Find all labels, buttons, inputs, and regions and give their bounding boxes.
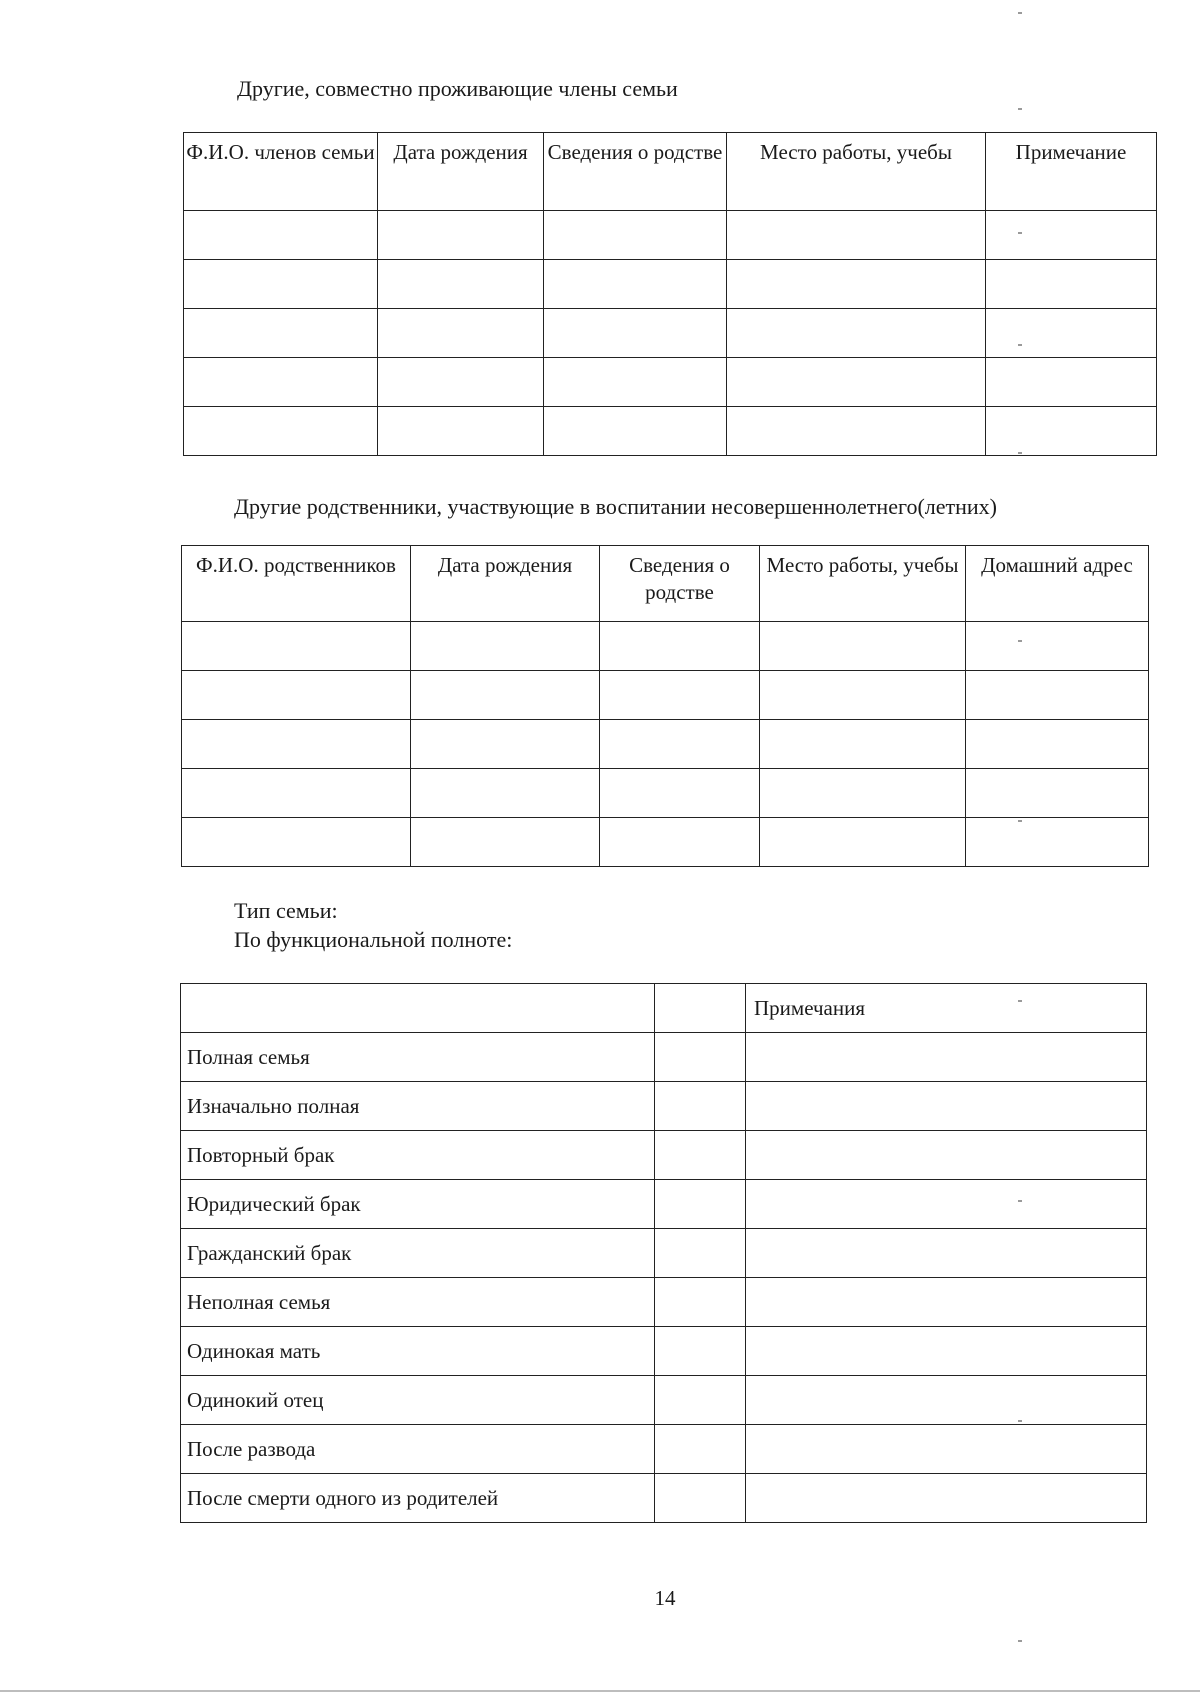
table-cell[interactable] bbox=[727, 309, 986, 358]
scan-speck bbox=[1018, 12, 1022, 14]
scan-speck bbox=[1018, 1200, 1022, 1202]
table-cell[interactable] bbox=[184, 260, 378, 309]
column-header: Домашний адрес bbox=[966, 546, 1149, 622]
scan-speck bbox=[1018, 1640, 1022, 1642]
table-row bbox=[181, 1474, 1147, 1523]
notes-cell[interactable] bbox=[746, 1278, 1147, 1327]
table-cell[interactable] bbox=[378, 260, 544, 309]
notes-cell[interactable] bbox=[746, 1082, 1147, 1131]
table-cell[interactable] bbox=[411, 720, 600, 769]
notes-cell[interactable] bbox=[746, 1033, 1147, 1082]
functional-completeness-subtitle: По функциональной полноте: bbox=[234, 927, 513, 952]
table-cell[interactable] bbox=[184, 358, 378, 407]
table-cell[interactable] bbox=[727, 407, 986, 456]
other-relatives-table bbox=[181, 545, 1149, 867]
table-row bbox=[182, 769, 1149, 818]
table-cell[interactable] bbox=[544, 358, 727, 407]
notes-column-header: Примечания bbox=[746, 984, 1147, 1033]
mark-cell[interactable] bbox=[655, 1278, 746, 1327]
table-cell[interactable] bbox=[727, 358, 986, 407]
table-cell[interactable] bbox=[411, 622, 600, 671]
table-row bbox=[182, 720, 1149, 769]
table-cell[interactable] bbox=[600, 818, 760, 867]
table-cell[interactable] bbox=[760, 818, 966, 867]
notes-cell[interactable] bbox=[746, 1327, 1147, 1376]
table-cell[interactable] bbox=[182, 818, 411, 867]
mark-cell[interactable] bbox=[655, 1180, 746, 1229]
table-cell[interactable] bbox=[184, 309, 378, 358]
mark-cell[interactable] bbox=[655, 1033, 746, 1082]
family-type-label: Неполная семья bbox=[181, 1278, 655, 1327]
table-cell[interactable] bbox=[182, 671, 411, 720]
notes-cell[interactable] bbox=[746, 1229, 1147, 1278]
family-type-label: Одинокий отец bbox=[181, 1376, 655, 1425]
mark-cell[interactable] bbox=[655, 1131, 746, 1180]
scan-speck bbox=[1018, 108, 1022, 110]
scan-speck bbox=[1018, 1000, 1022, 1002]
column-header: Дата рождения bbox=[378, 133, 544, 211]
section-title-other-relatives: Другие родственники, участвующие в воспитании несовершеннолетнего(летних) bbox=[234, 494, 997, 519]
family-type-label: После развода bbox=[181, 1425, 655, 1474]
table-cell[interactable] bbox=[378, 358, 544, 407]
scan-speck bbox=[1018, 232, 1022, 234]
family-type-label: Юридический брак bbox=[181, 1180, 655, 1229]
table-cell[interactable] bbox=[184, 211, 378, 260]
table-row bbox=[181, 1376, 1147, 1425]
table-cell[interactable] bbox=[544, 309, 727, 358]
family-type-label: Одинокая мать bbox=[181, 1327, 655, 1376]
table-row bbox=[184, 309, 1157, 358]
table-cell[interactable] bbox=[986, 309, 1157, 358]
column-header: Сведения о родстве bbox=[600, 546, 760, 622]
section-title-cohabiting-family: Другие, совместно проживающие члены семьи bbox=[237, 76, 678, 101]
notes-cell[interactable] bbox=[746, 1180, 1147, 1229]
mark-cell[interactable] bbox=[655, 1425, 746, 1474]
mark-cell[interactable] bbox=[655, 1082, 746, 1131]
page-number: 14 bbox=[654, 1586, 676, 1610]
mark-cell[interactable] bbox=[655, 1327, 746, 1376]
scan-edge-line bbox=[0, 1690, 1200, 1692]
table-row bbox=[181, 1327, 1147, 1376]
column-header: Сведения о родстве bbox=[544, 133, 727, 211]
table-cell[interactable] bbox=[411, 671, 600, 720]
table-cell[interactable] bbox=[378, 309, 544, 358]
table-cell[interactable] bbox=[986, 211, 1157, 260]
scan-speck bbox=[1018, 344, 1022, 346]
table-cell[interactable] bbox=[600, 769, 760, 818]
family-type-label: Полная семья bbox=[181, 1033, 655, 1082]
table-cell[interactable] bbox=[544, 407, 727, 456]
table-cell[interactable] bbox=[986, 407, 1157, 456]
column-header-empty bbox=[181, 984, 655, 1033]
table-cell[interactable] bbox=[182, 720, 411, 769]
notes-cell[interactable] bbox=[746, 1131, 1147, 1180]
table-cell[interactable] bbox=[966, 671, 1149, 720]
mark-cell[interactable] bbox=[655, 1229, 746, 1278]
family-type-label: Изначально полная bbox=[181, 1082, 655, 1131]
table-cell[interactable] bbox=[760, 720, 966, 769]
table-cell[interactable] bbox=[727, 260, 986, 309]
column-header-empty bbox=[655, 984, 746, 1033]
table-cell[interactable] bbox=[411, 769, 600, 818]
scan-speck bbox=[1018, 1420, 1022, 1422]
table-row bbox=[181, 1425, 1147, 1474]
family-type-label: Повторный брак bbox=[181, 1131, 655, 1180]
notes-cell[interactable] bbox=[746, 1376, 1147, 1425]
table-cell[interactable] bbox=[600, 622, 760, 671]
column-header: Ф.И.О. родственников bbox=[182, 546, 411, 622]
table-cell[interactable] bbox=[760, 769, 966, 818]
table-row bbox=[181, 1033, 1147, 1082]
table-row bbox=[182, 622, 1149, 671]
cohabiting-family-table bbox=[183, 132, 1157, 456]
table-row bbox=[182, 671, 1149, 720]
scan-speck bbox=[1018, 452, 1022, 454]
family-type-title: Тип семьи: bbox=[234, 898, 338, 923]
notes-cell[interactable] bbox=[746, 1474, 1147, 1523]
table-cell[interactable] bbox=[411, 818, 600, 867]
table-row bbox=[184, 211, 1157, 260]
column-header: Место работы, учебы bbox=[760, 546, 966, 622]
table-cell[interactable] bbox=[600, 720, 760, 769]
table-row bbox=[184, 260, 1157, 309]
column-header: Примечание bbox=[986, 133, 1157, 211]
table-row bbox=[182, 818, 1149, 867]
table-row bbox=[181, 1131, 1147, 1180]
table-cell[interactable] bbox=[184, 407, 378, 456]
table-row bbox=[184, 407, 1157, 456]
table-row bbox=[181, 1180, 1147, 1229]
table-row bbox=[181, 1082, 1147, 1131]
table-cell[interactable] bbox=[760, 671, 966, 720]
notes-cell[interactable] bbox=[746, 1425, 1147, 1474]
table-cell[interactable] bbox=[182, 769, 411, 818]
column-header: Дата рождения bbox=[411, 546, 600, 622]
family-type-label: Гражданский брак bbox=[181, 1229, 655, 1278]
table-cell[interactable] bbox=[182, 622, 411, 671]
table-cell[interactable] bbox=[966, 818, 1149, 867]
scan-speck bbox=[1018, 820, 1022, 822]
family-type-table bbox=[180, 983, 1147, 1523]
table-row bbox=[181, 1278, 1147, 1327]
table-cell[interactable] bbox=[966, 769, 1149, 818]
mark-cell[interactable] bbox=[655, 1474, 746, 1523]
column-header: Место работы, учебы bbox=[727, 133, 986, 211]
table-row bbox=[184, 358, 1157, 407]
table-cell[interactable] bbox=[760, 622, 966, 671]
table-cell[interactable] bbox=[986, 260, 1157, 309]
table-cell[interactable] bbox=[966, 720, 1149, 769]
column-header: Ф.И.О. членов семьи bbox=[184, 133, 378, 211]
mark-cell[interactable] bbox=[655, 1376, 746, 1425]
table-cell[interactable] bbox=[378, 407, 544, 456]
table-cell[interactable] bbox=[966, 622, 1149, 671]
table-cell[interactable] bbox=[727, 211, 986, 260]
table-cell[interactable] bbox=[600, 671, 760, 720]
table-cell[interactable] bbox=[378, 211, 544, 260]
table-cell[interactable] bbox=[544, 211, 727, 260]
table-cell[interactable] bbox=[544, 260, 727, 309]
scan-speck bbox=[1018, 640, 1022, 642]
table-row bbox=[181, 1229, 1147, 1278]
family-type-label: После смерти одного из родителей bbox=[181, 1474, 655, 1523]
table-cell[interactable] bbox=[986, 358, 1157, 407]
